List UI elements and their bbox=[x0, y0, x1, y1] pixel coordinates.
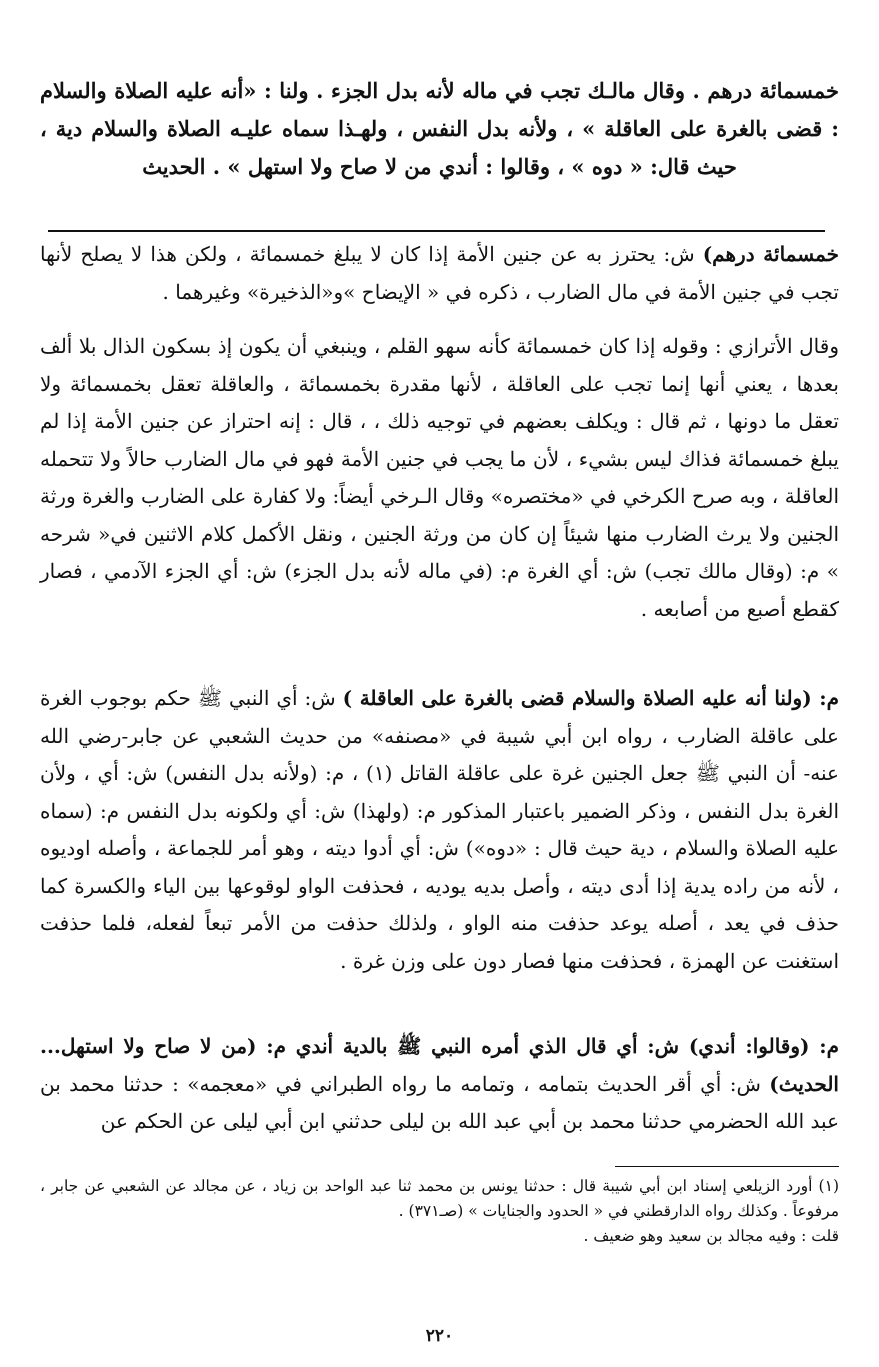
footnotes bbox=[40, 1174, 839, 1249]
commentary-paragraph bbox=[40, 1028, 839, 1141]
commentary-paragraph bbox=[40, 328, 839, 628]
commentary-paragraph bbox=[40, 236, 839, 311]
footnote-item: قلت : وفيه مجالد بن سعيد وهو ضعيف . bbox=[583, 1227, 839, 1245]
commentary-lead: خمسمائة درهم) bbox=[702, 242, 839, 266]
footnote-separator bbox=[615, 1166, 839, 1167]
commentary-body: ش: أي أقر الحديث بتمامه ، وتمامه ما رواه الطبراني في «معجمه» : حدثنا محمد بن عبد الله الحضرمي حدثنا محمد بن أبي عبد الله بن ليلى حدثني ابن أبي ليلى عن الحكم عن bbox=[40, 1071, 839, 1133]
page-number: ٢٢٠ bbox=[425, 1326, 454, 1346]
commentary-lead: م: (ولنا أنه عليه الصلاة والسلام قضى بالغرة على العاقلة ) bbox=[342, 686, 840, 710]
commentary-lead: م: (وقالوا: أندي) ش: أي قال الذي أمره النبي ﷺ بالدية أندي م: (من لا صاح ولا استهل... الحديث) bbox=[40, 1034, 839, 1096]
matn-text: خمسمائة درهم . وقال مالـك تجب في ماله لأنه بدل الجزء . ولنا : «أنه عليه الصلاة والسلام : قضى بالغرة على العاقلة » ، ولأنه بدل النفس ، ولهـذا سماه عليـه الصلاة والسلام دية ، حيث قال: « دوه » ، وقالوا : أندي من لا صاح ولا استهل » . الحديث bbox=[40, 78, 839, 179]
separator-rule bbox=[48, 230, 825, 232]
footnote-item: (١) أورد الزيلعي إسناد ابن أبي شيبة قال : حدثنا يونس بن محمد ثنا عبد الواحد بن زياد ، عن مجالد عن الشعبي عن جابر ، مرفوعاً . وكذلك رواه الدارقطني في « الحدود والجنايات » (صـ٣٧١) . bbox=[40, 1177, 839, 1220]
commentary-paragraph bbox=[40, 680, 839, 980]
commentary-body: ش: يحترز به عن جنين الأمة إذا كان لا يبلغ خمسمائة ، ولكن هذا لا يصلح لأنها تجب في جنين الأمة في مال الضارب ، ذكره في « الإيضاح »و«الذخيرة» وغيرهما . bbox=[40, 242, 839, 304]
commentary-body: ش: أي النبي ﷺ حكم بوجوب الغرة على عاقلة الضارب ، رواه ابن أبي شيبة في «مصنفه» من حديث الشعبي عن جابر-رضي الله عنه- أن النبي ﷺ جعل الجنين غرة على عاقلة القاتل (١) ، م: (ولأنه بدل النفس) ش: أي ، ولأن الغرة بدل النفس ، وذكر الضمير باعتبار المذكور م: (ولهذا) ش: أي ولكونه بدل النفس م: (سماه عليه الصلاة والسلام ، دية حيث قال : «دوه») ش: أي أدوا ديته ، وهو أمر للجماعة ، وأصله اوديوه ، لأنه من راده يدية إذا أدى ديته ، وأصل بديه يوديه ، فحذفت الواو لوقوعها بين الياء والكسرة كما حذف في يعد ، أصله يوعد حذفت منه الواو ، ولذلك حذفت من الأمر تبعاً لفعله، فلما حذفت استغنت عن الهمزة ، فحذفت منها فصار دون على وزن غرة . bbox=[40, 686, 839, 973]
commentary-body: وقال الأترازي : وقوله إذا كان خمسمائة كأنه سهو القلم ، وينبغي أن يكون إذ بسكون الذال بلا ألف بعدها ، يعني أنها إنما تجب على العاقلة ، لأنها مقدرة بخمسمائة ، والعاقلة تعقل بخمسمائة ولا تعقل ما دونها ، ثم قال : ويكلف بعضهم في توجيه ذلك ، ، قال : إنه احتراز عن جنين الأمة إذا لم يبلغ خمسمائة فذاك ليس بشيء ، لأن ما يجب في جنين الأمة فهو في مال الضارب حالاً ولا تتحمله العاقلة ، وبه صرح الكرخي في «مختصره» وقال الـرخي أيضاً: ولا كفارة على الضارب والغرة ورثة الجنين ولا يرث الضارب منها شيئاً إن كان من ورثة الجنين ، ونقل الأكمل كلام الاثنين في« شرحه » م: (وقال مالك تجب) ش: أي الغرة م: (في ماله لأنه بدل الجزء) ش: أي الجزء الآدمي ، فصار كقطع أصبع من أصابعه . bbox=[40, 334, 839, 621]
